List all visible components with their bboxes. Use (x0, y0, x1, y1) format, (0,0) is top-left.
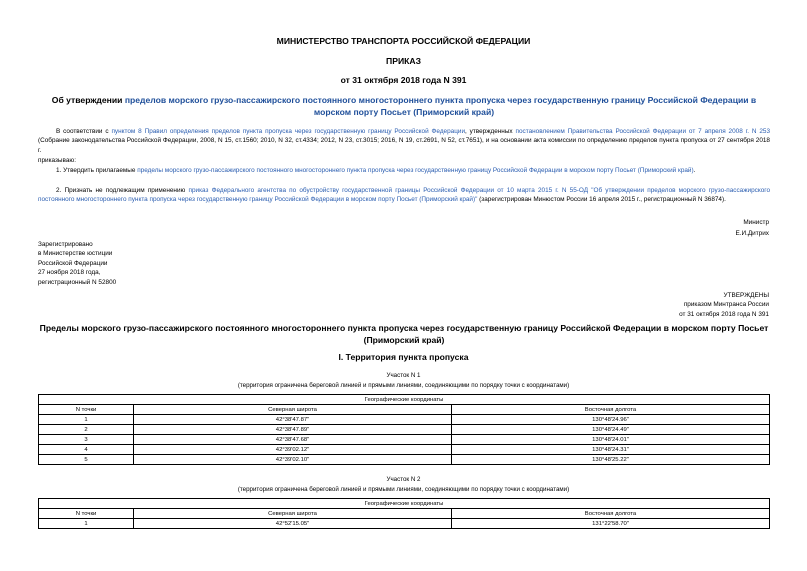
item-2-text-a: 2. Признать не подлежащим применению (56, 187, 189, 194)
table-row (39, 425, 770, 435)
point-number: 3 (39, 435, 134, 445)
document-date: от 31 октября 2018 года N 391 (340, 75, 467, 85)
site-1-table (38, 394, 770, 465)
table-header-row (39, 509, 770, 519)
annex-title: Пределы морского грузо-пассажирского постоянного многостороннего пункта пропуска через государственную границу Российской Федерации в морском порту Посьет (Приморский край) (39, 323, 769, 345)
table-group-header-row (39, 395, 770, 405)
table-row (39, 415, 770, 425)
latitude: 42°38'47.87" (134, 415, 452, 425)
group-header: Географические координаты (39, 499, 770, 509)
registration-block (38, 240, 116, 287)
item-2-text-b: (зарегистрирован Минюстом России 16 апреля 2015 г., регистрационный N 36874). (477, 196, 726, 204)
rules-link[interactable]: пунктом 8 Правил определения пределов пункта пропуска через государственную границу Российской Федерации (111, 128, 466, 135)
col-lon-header: Восточная долгота (452, 405, 770, 415)
ministry-title: МИНИСТЕРСТВО ТРАНСПОРТА РОССИЙСКОЙ ФЕДЕРАЦИИ (276, 36, 531, 46)
title-prefix: Об утверждении (51, 95, 125, 105)
item-2-paragraph (38, 186, 770, 205)
point-number: 5 (39, 455, 134, 465)
table-row (39, 519, 770, 529)
latitude: 42°38'47.68" (134, 435, 452, 445)
preamble-text-a: В соответствии с (56, 128, 112, 135)
point-number: 4 (39, 445, 134, 455)
registration-line-2: в Министерстве юстиции (38, 250, 113, 258)
table-group-header-row (39, 499, 770, 509)
table-row (39, 435, 770, 445)
signature-position: Министр (743, 219, 769, 226)
preamble-text-c: (Собрание законодательства Российской Федерации, 2008, N 15, ст.1560; 2010, N 32, ст.4334; 2012, N 23, ст.3015; 2016, N 19, ст.2691, N 52, ст.7651), и на основании акта комиссии по определению пределов пункта пропуска от 27 сентября 2018 г. (38, 137, 770, 154)
site-2-note: (территория ограничена береговой линией и прямыми линиями, соединяющими по порядку точки с координатами) (237, 486, 570, 493)
latitude: 42°38'47.89" (134, 425, 452, 435)
table-header-row (39, 405, 770, 415)
item-1-paragraph (38, 166, 770, 175)
site-1-name: Участок N 1 (386, 372, 421, 379)
point-number: 2 (39, 425, 134, 435)
longitude: 130°48'24.01" (452, 435, 770, 445)
longitude: 131°22'58.70" (452, 519, 770, 529)
approval-line-3: от 31 октября 2018 года N 391 (679, 310, 769, 318)
col-lat-header: Северная широта (134, 405, 452, 415)
site-1-note: (территория ограничена береговой линией и прямыми линиями, соединяющими по порядку точки с координатами) (237, 382, 570, 389)
latitude: 42°39'02.12" (134, 445, 452, 455)
registration-line-4: 27 ноября 2018 года, (38, 269, 101, 277)
document-title (34, 94, 774, 118)
latitude: 42°52'15.05" (134, 519, 452, 529)
point-number: 1 (39, 519, 134, 529)
group-header: Географические координаты (39, 395, 770, 405)
approval-line-1: УТВЕРЖДЕНЫ (723, 292, 769, 299)
title-link[interactable]: пределов морского грузо-пассажирского постоянного многостороннего пункта пропуска через государственную границу Российской Федерации в морском порту Посьет (Приморский край) (124, 95, 757, 117)
longitude: 130°48'24.31" (452, 445, 770, 455)
signature-name: Е.И.Дитрих (735, 230, 769, 237)
repealed-order-link[interactable]: приказ Федерального агентства по обустройству государственной границы Российской Федерации от 10 марта 2015 г. N 55-ОД "Об утверждении пределов морского грузо-пассажирского постоянного многостороннего пункта пропуска через государственную границу Российской Федерации в морском порту Посьет (Приморский край)" (38, 187, 770, 204)
col-point-header: N точки (39, 405, 134, 415)
latitude: 42°39'02.10" (134, 455, 452, 465)
longitude: 130°48'25.22" (452, 455, 770, 465)
preamble-text-b: , утвержденных (465, 128, 516, 135)
approval-block (679, 291, 769, 319)
col-point-header: N точки (39, 509, 134, 519)
table-row (39, 455, 770, 465)
resolution-link[interactable]: постановлением Правительства Российской Федерации от 7 апреля 2008 г. N 253 (515, 128, 771, 135)
col-lat-header: Северная широта (134, 509, 452, 519)
section-heading: I. Территория пункта пропуска (338, 352, 469, 362)
preamble-paragraph (38, 127, 770, 155)
site-2-name: Участок N 2 (386, 476, 421, 483)
point-number: 1 (39, 415, 134, 425)
limits-link[interactable]: пределы морского грузо-пассажирского постоянного многостороннего пункта пропуска через государственную границу Российской Федерации в морском порту Посьет (Приморский край) (137, 167, 694, 174)
registration-line-3: Российской Федерации (38, 259, 108, 267)
item-1-text-b: . (693, 167, 696, 174)
approval-line-2: приказом Минтранса России (683, 301, 769, 309)
col-lon-header: Восточная долгота (452, 509, 770, 519)
longitude: 130°48'24.96" (452, 415, 770, 425)
item-1-text-a: 1. Утвердить прилагаемые (56, 167, 138, 174)
order-word: приказываю: (38, 157, 76, 164)
registration-line-1: Зарегистрировано (38, 241, 93, 248)
document-type: ПРИКАЗ (386, 56, 421, 66)
site-2-table (38, 498, 770, 529)
table-row (39, 445, 770, 455)
registration-line-5: регистрационный N 52800 (38, 278, 117, 286)
longitude: 130°48'24.49" (452, 425, 770, 435)
